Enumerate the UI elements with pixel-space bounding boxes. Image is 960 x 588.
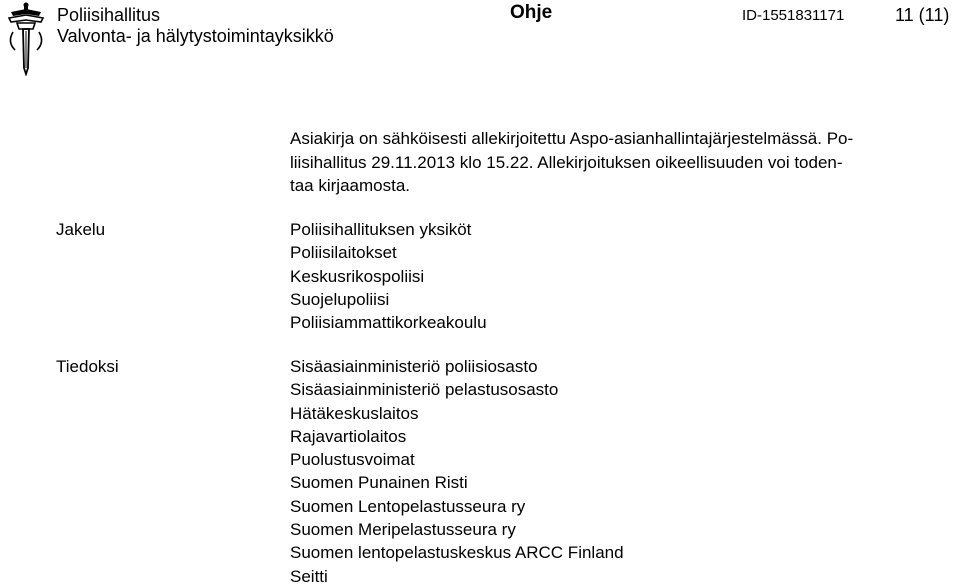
list-item: Keskusrikospoliisi (290, 266, 425, 286)
list-item: Suojelupoliisi (290, 289, 390, 309)
document-id: ID-1551831171 (742, 7, 845, 24)
list-item: Suomen Meripelastusseura ry (290, 520, 516, 540)
distribution-list (290, 218, 487, 334)
list-item: Sisäasiainministeriö pelastusosasto (290, 380, 559, 400)
list-item: Puolustusvoimat (290, 450, 415, 470)
for-information-label: Tiedoksi (56, 357, 119, 376)
list-item: Poliisiammattikorkeakoulu (290, 313, 487, 333)
list-item: Poliisihallituksen yksiköt (290, 220, 472, 239)
signature-line: taa kirjaamosta. (290, 176, 410, 195)
list-item: Seitti (290, 566, 328, 586)
list-item: Suomen lentopelastuskeskus ARCC Finland (290, 543, 624, 563)
list-item: Hätäkeskuslaitos (290, 403, 419, 423)
list-item: Rajavartiolaitos (290, 426, 407, 446)
document-type: Ohje (510, 2, 553, 23)
list-item: Sisäasiainministeriö poliisiosasto (290, 357, 538, 376)
police-emblem-icon (3, 2, 49, 76)
signature-line: liisihallitus 29.11.2013 klo 15.22. Allekirjoituksen oikeellisuuden voi toden- (290, 152, 843, 172)
for-information-list (290, 355, 624, 588)
list-item: Poliisilaitokset (290, 243, 397, 263)
signature-note (290, 127, 955, 198)
page-number: 11 (11) (895, 5, 950, 25)
distribution-label: Jakelu (56, 220, 106, 239)
organization-name: Poliisihallitus (57, 5, 161, 25)
list-item: Suomen Punainen Risti (290, 473, 468, 493)
list-item: Suomen Lentopelastusseura ry (290, 496, 526, 516)
signature-line: Asiakirja on sähköisesti allekirjoitettu Aspo-asianhallintajärjestelmässä. Po- (290, 129, 854, 148)
unit-name: Valvonta- ja hälytystoimintayksikkö (57, 26, 334, 46)
